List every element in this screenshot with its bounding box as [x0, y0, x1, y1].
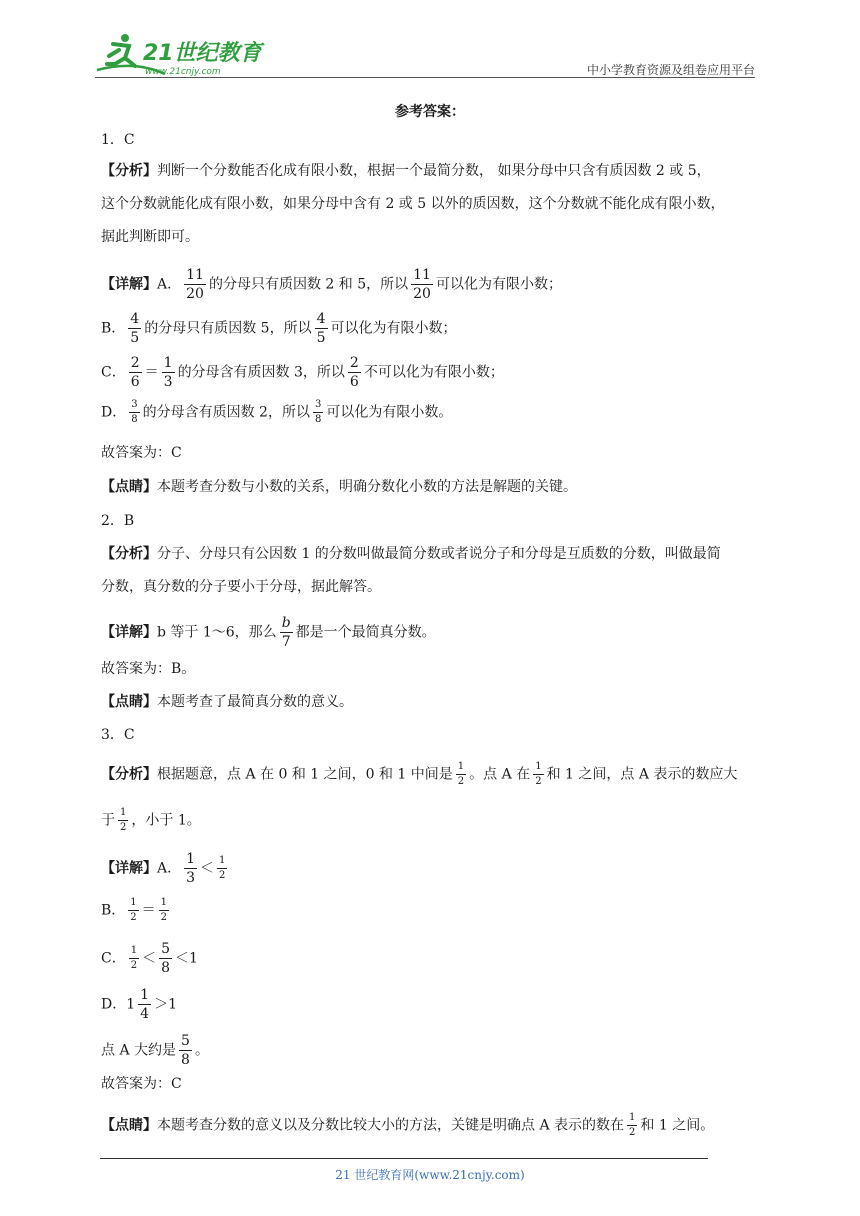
numerator: 11 — [413, 267, 431, 283]
q2-conclusion: 故答案为：B。 — [101, 661, 196, 677]
denominator: 2 — [130, 912, 137, 923]
numerator: 1 — [217, 856, 227, 869]
denominator: 8 — [131, 414, 138, 425]
fraction — [348, 356, 361, 389]
q3-comment: 【点睛】本题考查分数的意义以及分数比较大小的方法，关键是明确点 A 表示的数在 $\frac{1}{2}$ 和 1 之间。 — [101, 1112, 715, 1138]
q3-detail-d: D．1 $\frac{1}{4}$ ＞1 — [101, 987, 177, 1022]
fraction — [280, 616, 293, 649]
svg-text:21世纪教育: 21世纪教育 — [143, 41, 262, 66]
fraction — [128, 898, 138, 923]
denominator: 2 — [120, 822, 127, 833]
numerator: 1 — [186, 851, 196, 867]
denominator: 8 — [181, 1052, 190, 1068]
q2-analysis-line-2: 分数，真分数的分子要小于分母，据此解答。 — [101, 579, 381, 595]
q1-conclusion: 故答案为：C — [101, 445, 182, 461]
q3-analysis-line-2: 于 $\frac{1}{2}$ ，小于 1。 — [101, 807, 201, 833]
fraction — [129, 356, 142, 389]
denominator: 2 — [130, 960, 138, 971]
denominator: 6 — [130, 374, 140, 390]
fraction — [456, 762, 466, 787]
denominator: 2 — [535, 776, 542, 787]
denominator: 2 — [219, 870, 226, 881]
denominator: 8 — [314, 414, 322, 425]
page-header — [95, 30, 755, 78]
q3-detail-a: 【详解】A． $\frac{1}{3}$ ＜ $\frac{1}{2}$ — [101, 851, 226, 886]
fraction — [162, 356, 175, 389]
q2-detail: 【详解】b 等于 1～6，那么 $\frac{b}{7}$ 都是一个最简真分数。 — [101, 615, 436, 650]
fraction — [129, 400, 139, 425]
denominator: 4 — [140, 1006, 150, 1022]
svg-text:www.21cnjy.com: www.21cnjy.com — [145, 67, 221, 77]
denominator: 2 — [457, 776, 465, 787]
q1-analysis-line-1: 【分析】判断一个分数能否化成有限小数，根据一个最简分数， 如果分母中只含有质因数 2 或 5， — [101, 163, 711, 179]
fraction — [159, 898, 169, 923]
fraction — [159, 942, 172, 975]
q1-analysis-line-3: 据此判断即可。 — [101, 229, 199, 245]
denominator: 8 — [161, 960, 171, 976]
page-title: 参考答案： — [395, 104, 465, 120]
denominator: 2 — [629, 1127, 636, 1138]
numerator: 5 — [181, 1033, 190, 1049]
fraction — [179, 1034, 192, 1067]
q2-analysis-line-1: 【分析】分子、分母只有公因数 1 的分数叫做最简分数或者说分子和分母是互质数的分数，叫做最简 — [101, 546, 721, 562]
numerator: 1 — [129, 946, 139, 959]
denominator: 5 — [316, 330, 326, 346]
q1-detail-a: 【详解】A． $\frac{11}{20}$ 的分母只有质因数 2 和 5，所以 $\frac{11}{20}$ 可以化为有限小数； — [101, 267, 562, 302]
q3-conclusion: 故答案为：C — [101, 1076, 182, 1092]
fraction — [217, 856, 227, 881]
numerator: 1 — [163, 355, 173, 371]
header-divider — [95, 77, 755, 78]
fraction — [313, 400, 323, 425]
numerator: 1 — [140, 987, 150, 1003]
logo-21cnjy — [95, 30, 265, 78]
footer-link[interactable]: 21 世纪教育网(www.21cnjy.com) — [335, 1168, 525, 1182]
fraction — [129, 946, 139, 971]
numerator: 3 — [129, 400, 139, 413]
denominator: 5 — [130, 330, 140, 346]
numerator: 1 — [627, 1113, 637, 1126]
fraction — [315, 312, 328, 345]
numerator: 1 — [159, 898, 169, 911]
denominator: 6 — [349, 374, 359, 390]
numerator: 1 — [533, 762, 543, 775]
numerator: 2 — [349, 355, 359, 371]
q3-detail-c: C． $\frac{1}{2}$ ＜ $\frac{5}{8}$ ＜1 — [101, 941, 198, 976]
numerator: 5 — [161, 941, 171, 957]
numerator: 4 — [130, 311, 140, 327]
q1-comment: 【点睛】本题考查分数与小数的关系，明确分数化小数的方法是解题的关键。 — [101, 479, 577, 495]
q1-detail-d: D． $\frac{3}{8}$ 的分母含有质因数 2，所以 $\frac{3}{8}$ 可以化为有限小数。 — [101, 399, 453, 425]
q3-answer: 3．C — [101, 727, 135, 743]
fraction — [138, 988, 151, 1021]
numerator: 2 — [130, 355, 140, 371]
numerator: 3 — [313, 400, 323, 413]
numerator: 11 — [186, 267, 204, 283]
denominator: 7 — [281, 634, 291, 650]
denominator: 3 — [186, 870, 196, 886]
denominator: 2 — [160, 912, 168, 923]
q1-detail-c: C． $\frac{2}{6}$ ＝ $\frac{1}{3}$ 的分母含有质因数 3，所以 $\frac{2}{6}$ 不可以化为有限小数； — [101, 355, 504, 390]
q3-detail-b: B． $\frac{1}{2}$ ＝ $\frac{1}{2}$ — [101, 897, 168, 923]
q3-analysis-line-1: 【分析】根据题意，点 A 在 0 和 1 之间，0 和 1 中间是 $\frac{1}{2}$ 。点 A 在 $\frac{1}{2}$ 和 1 之间，点 A 表示的数应大 — [101, 761, 738, 787]
denominator: 20 — [186, 286, 204, 302]
header-platform-text: 中小学教育资源及组卷应用平台 — [586, 63, 755, 77]
fraction — [627, 1113, 637, 1138]
denominator: 20 — [413, 286, 431, 302]
numerator: 1 — [128, 898, 138, 911]
fraction — [184, 268, 206, 301]
q1-analysis-line-2: 这个分数就能化成有限小数，如果分母中含有 2 或 5 以外的质因数，这个分数就不能化成有限小数， — [101, 196, 725, 212]
fraction — [411, 268, 433, 301]
q3-point: 点 A 大约是 $\frac{5}{8}$ 。 — [101, 1033, 209, 1068]
numerator: 1 — [456, 762, 466, 775]
numerator: b — [281, 615, 291, 631]
fraction — [128, 312, 141, 345]
numerator: 1 — [118, 808, 128, 821]
footer-divider — [100, 1158, 708, 1159]
q1-detail-b: B． $\frac{4}{5}$ 的分母只有质因数 5，所以 $\frac{4}{5}$ 可以化为有限小数； — [101, 311, 457, 346]
q2-comment: 【点睛】本题考查了最简真分数的意义。 — [101, 694, 353, 710]
denominator: 3 — [163, 374, 173, 390]
q2-answer: 2．B — [101, 513, 135, 529]
q1-answer: 1．C — [101, 132, 135, 148]
numerator: 4 — [316, 311, 326, 327]
fraction — [118, 808, 128, 833]
fraction — [533, 762, 543, 787]
fraction — [184, 852, 197, 885]
